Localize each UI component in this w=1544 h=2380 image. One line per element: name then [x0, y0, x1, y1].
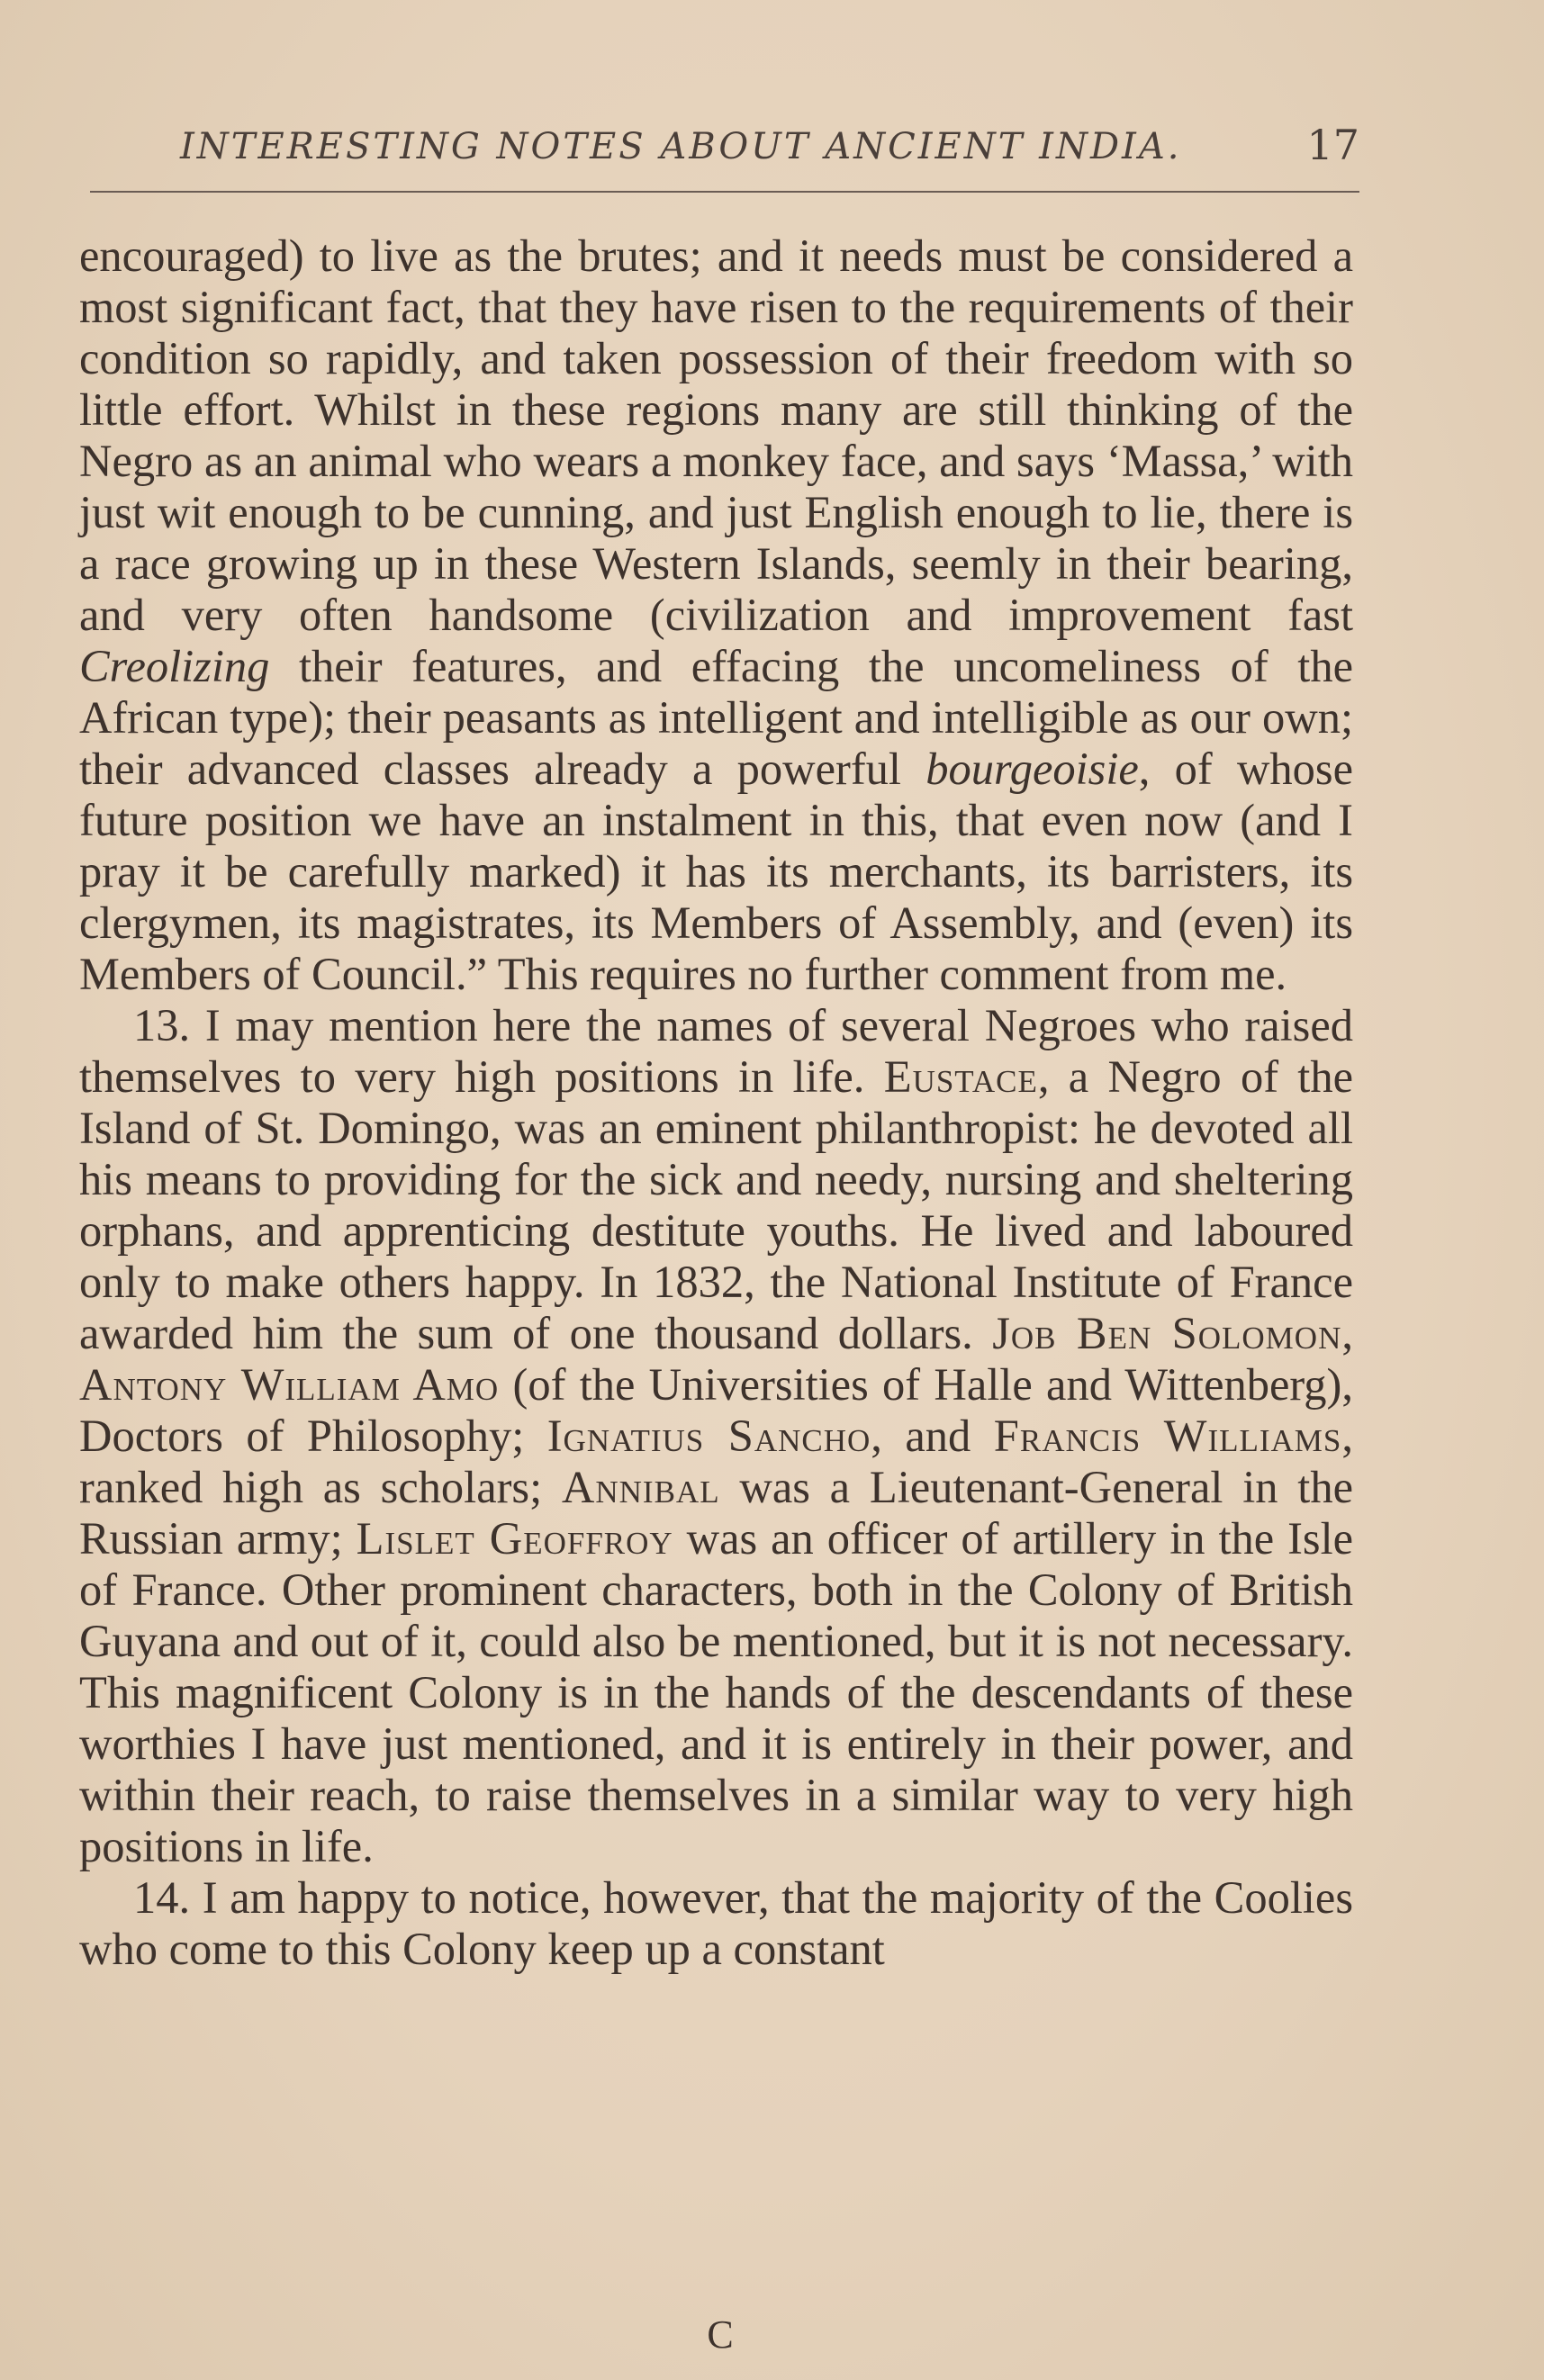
- header-rule: [90, 191, 1359, 193]
- person-name: Job Ben Solomon: [992, 1308, 1342, 1358]
- paragraph-13: [79, 1000, 1353, 1872]
- text-run: , ranked high as scholars;: [79, 1411, 1354, 1512]
- text-run: was a Lieutenant-General in the Russian army;: [79, 1462, 1353, 1564]
- italic-term: Creolizing: [79, 641, 270, 691]
- paragraph-continued: [79, 230, 1353, 1000]
- person-name: Ignatius Sancho: [546, 1411, 871, 1461]
- person-name: Lislet Geoffroy: [356, 1513, 673, 1564]
- person-name: Annibal: [561, 1462, 720, 1512]
- text-run: , a Negro of the Island of St. Domingo, was an eminent philanthropist: he devoted all his means to providing for the sick and needy, nursing and sheltering orphans, and apprenticing destitute youths. He lived and laboured only to make others happy. In 1832, the National Institute of France awarded him the sum of one thousand dollars.: [79, 1051, 1353, 1358]
- text-run: (of the Universities of Halle and Wittenberg), Doctors of Philosophy;: [79, 1359, 1353, 1461]
- page-number: 17: [1306, 121, 1359, 169]
- text-run: , and: [871, 1411, 994, 1461]
- text-run: ,: [1341, 1308, 1353, 1358]
- italic-term: bourgeoisie: [925, 744, 1139, 794]
- text-run: , of whose future position we have an instalment in this, that even now (and I pray it be carefully marked) it has its merchants, its barristers, its clergymen, its magistrates, its Members of Assembly, and (even) its Members of Council.” This requires no further comment from me.: [79, 744, 1353, 999]
- body-text: [79, 230, 1353, 1975]
- paragraph-14: [79, 1872, 1353, 1975]
- text-run: encouraged) to live as the brutes; and it needs must be considered a most significant fact, that they have risen to the requirements of their condition so rapidly, and taken possession of their freedom with so little effort. Whilst in these regions many are still thinking of the Negro as an animal who wears a monkey face, and says ‘Massa,’ with just wit enough to be cunning, and just English enough to lie, there is a race growing up in these Western Islands, seemly in their bearing, and very often handsome (civilization and improvement fast: [79, 230, 1353, 640]
- person-name: Eustace: [883, 1051, 1038, 1102]
- text-run: their features, and effacing the uncomeliness of the African type); their peasants as intelligent and intelligible as our own; their advanced classes already a powerful: [79, 641, 1353, 794]
- person-name: Francis Williams: [993, 1411, 1342, 1461]
- signature-mark: C: [707, 2312, 734, 2357]
- text-run: 14. I am happy to notice, however, that the majority of the Coolies who come to this Colony keep up a constant: [79, 1872, 1353, 1974]
- page-header: [90, 121, 1359, 180]
- text-run: was an officer of artillery in the Isle of France. Other prominent characters, both in the Colony of British Guyana and out of it, could also be mentioned, but it is not necessary. This magnificent Colony is in the hands of the descendants of these worthies I have just mentioned, and it is entirely in their power, and within their reach, to raise themselves in a similar way to very high positions in life.: [79, 1513, 1354, 1871]
- running-title: INTERESTING NOTES ABOUT ANCIENT INDIA.: [180, 126, 1182, 167]
- person-name: Antony William Amo: [79, 1359, 500, 1410]
- text-run: 13. I may mention here the names of several Negroes who raised themselves to very high positions in life.: [79, 1000, 1353, 1102]
